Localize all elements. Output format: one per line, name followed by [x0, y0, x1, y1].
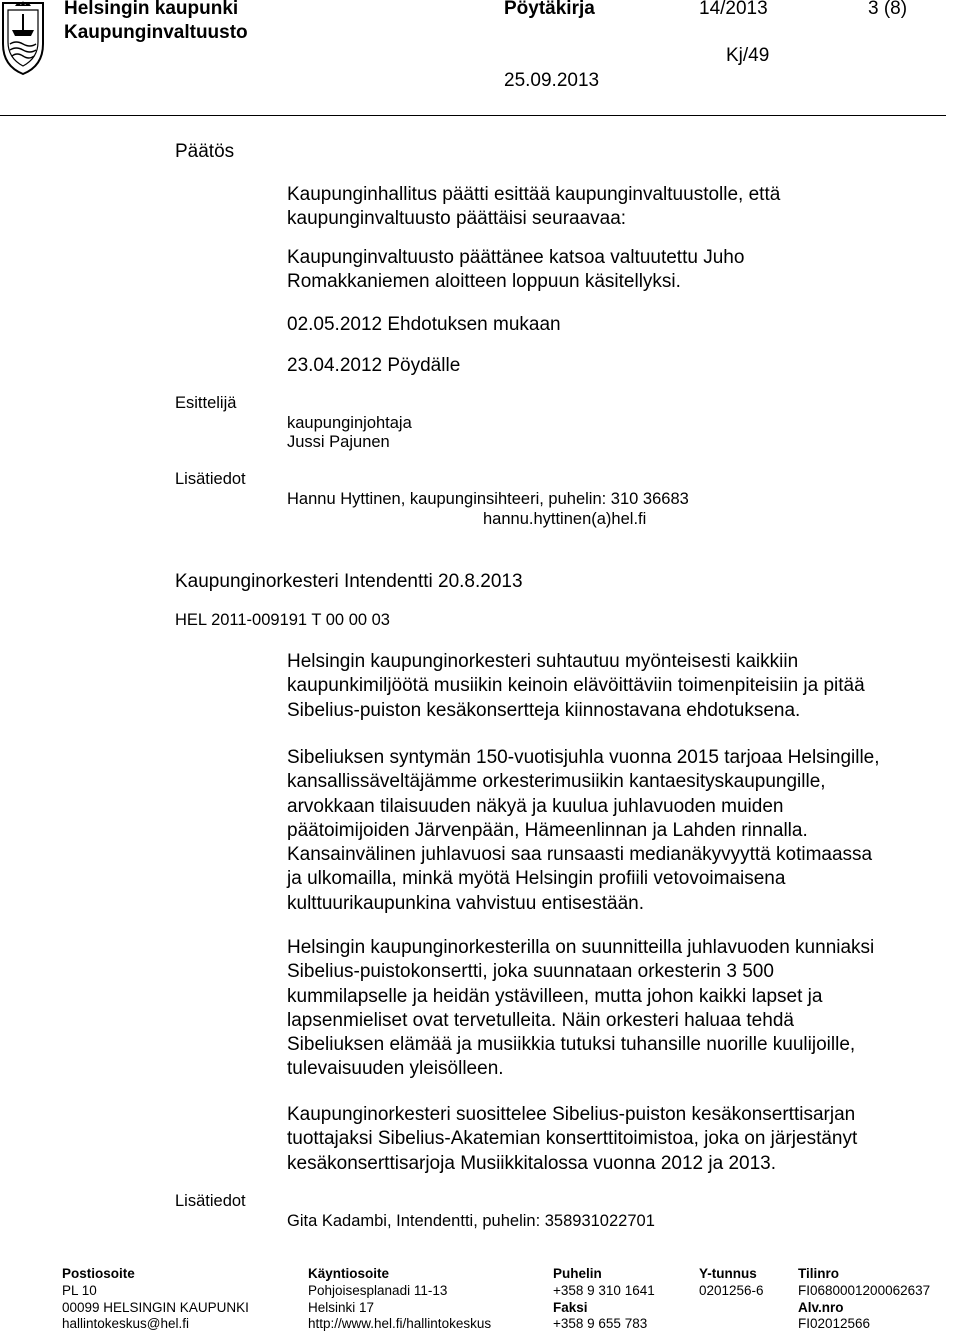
footer-label: Y-tunnus — [699, 1266, 757, 1281]
text-line: kaupunginvaltuusto päättäisi seuraavaa: — [287, 208, 627, 230]
presenter-name: Jussi Pajunen — [287, 433, 390, 451]
text-line: kesäkonserttisarjoja Musiikkitalossa vuonna 2012 ja 2013. — [287, 1152, 776, 1174]
presenter-label: Esittelijä — [175, 394, 237, 412]
text-line: Sibeliuksen elämää ja musiikkia tutuksi tuhansille nuorille kuulijoille, — [287, 1034, 856, 1056]
text-line: arvokkaan tilaisuuden näkyä ja kuulua juhlavuoden muiden — [287, 795, 784, 817]
footer-value: Pohjoisesplanadi 11-13 — [308, 1282, 448, 1298]
text-line: Kaupunginorkesteri suosittelee Sibelius-puiston kesäkonserttisarjan — [287, 1104, 856, 1125]
footer-label: Käyntiosoite — [308, 1266, 390, 1281]
footer-value: Helsinki 17 — [308, 1299, 375, 1315]
footer-label: Puhelin — [553, 1266, 602, 1281]
footer-value: +358 9 655 783 — [553, 1316, 648, 1332]
footer-visit — [308, 1266, 491, 1333]
text-line: kummilapselle ja heidän ystävilleen, mutta johon kaikki lapset ja — [287, 985, 823, 1007]
footer-value: FI02012566 — [798, 1316, 871, 1332]
case-reference: HEL 2011-009191 T 00 00 03 — [175, 611, 390, 629]
text-line: Kaupunginvaltuusto päättänee katsoa valtuutettu Juho — [287, 247, 745, 268]
text-line: Sibelius-puiston kesäkonsertteja kiinnostavana ehdotuksena. — [287, 699, 801, 721]
text-line: Sibeliuksen syntymän 150-vuotisjuhla vuonna 2015 tarjoaa Helsingille, — [287, 747, 880, 768]
footer-label: Alv.nro — [798, 1299, 844, 1315]
decision-paragraph-2 — [287, 246, 947, 295]
footer-value: FI0680001200062637 — [798, 1282, 931, 1298]
statement-info-label: Lisätiedot — [175, 1192, 246, 1210]
body-name: Kaupunginvaltuusto — [64, 22, 248, 43]
helsinki-crest-icon — [0, 0, 46, 76]
statement-heading: Kaupunginorkesteri Intendentti 20.8.2013 — [175, 571, 523, 592]
footer-value: 00099 HELSINGIN KAUPUNKI — [62, 1299, 249, 1315]
presenter-title: kaupunginjohtaja — [287, 414, 412, 432]
text-line: Sibelius-puistokonsertti, joka suunnataan orkesterin 3 500 — [287, 961, 774, 983]
info-contact: Hannu Hyttinen, kaupunginsihteeri, puhelin: 310 36683 — [287, 490, 689, 508]
footer-value: +358 9 310 1641 — [553, 1282, 655, 1298]
text-line: lapsenmieliset ovat tervetulleita. Näin orkesteri haluaa tehdä — [287, 1009, 794, 1031]
footer-phone — [553, 1266, 655, 1333]
statement-paragraph-3 — [287, 936, 947, 1082]
text-line: Romakkaniemen aloitteen loppuun käsitellyksi. — [287, 271, 681, 293]
info-label: Lisätiedot — [175, 470, 246, 488]
text-line: päätoimijoiden Järvenpään, Hämeenlinnan ja Lahden rinnalla. — [287, 819, 808, 841]
text-line: kansallissäveltäjämme orkesterimusiikin kantaesityskaupungille, — [287, 771, 826, 793]
text-line: tuottajaksi Sibelius-Akatemian konserttitoimistoa, joka on järjestänyt — [287, 1128, 858, 1150]
text-line: ja ulkomailla, minkä myötä Helsingin profiili vetovoimaisena — [287, 868, 786, 890]
statement-info-contact: Gita Kadambi, Intendentti, puhelin: 358931022701 — [287, 1212, 655, 1230]
footer-value: 0201256-6 — [699, 1282, 764, 1298]
footer-email-link[interactable]: hallintokeskus@hel.fi — [62, 1316, 190, 1332]
footer-label: Postiosoite — [62, 1266, 135, 1281]
text-line: Kansainvälinen juhlavuosi saa runsaasti medianäkyvyyttä kotimaassa — [287, 844, 873, 866]
text-line: Helsingin kaupunginorkesteri suhtautuu myönteisesti kaikkiin — [287, 651, 799, 672]
document-type: Pöytäkirja — [504, 0, 595, 19]
text-line: Helsingin kaupunginorkesterilla on suunnitteilla juhlavuoden kunniaksi — [287, 937, 875, 958]
footer-account — [798, 1266, 930, 1333]
statement-paragraph-4 — [287, 1103, 947, 1176]
decision-heading: Päätös — [175, 141, 235, 162]
footer-label: Faksi — [553, 1299, 588, 1315]
text-line: kulttuurikaupunkina vahvistuu entisestään. — [287, 892, 645, 914]
statement-paragraph-1 — [287, 650, 947, 723]
footer-label: Tilinro — [798, 1266, 840, 1281]
footer-ytunnus — [699, 1266, 764, 1300]
text-line: Kaupunginhallitus päätti esittää kaupunginvaltuustolle, että — [287, 184, 781, 205]
footer-value: PL 10 — [62, 1282, 97, 1298]
footer-postal — [62, 1266, 249, 1333]
decision-paragraph-1 — [287, 183, 947, 232]
document-number: 14/2013 — [699, 0, 768, 19]
text-line: tulevaisuuden yleisölleen. — [287, 1058, 504, 1080]
footer-website-link[interactable]: http://www.hel.fi/hallintokeskus — [308, 1316, 492, 1332]
text-line: kaupunkimiljöötä musiikin keinoin elävöittäviin toimenpiteisiin ja pitää — [287, 675, 865, 697]
page-number: 3 (8) — [868, 0, 908, 19]
case-id: Kj/49 — [726, 45, 770, 66]
history-entry: 02.05.2012 Ehdotuksen mukaan — [287, 314, 561, 335]
info-email: hannu.hyttinen(a)hel.fi — [483, 510, 647, 528]
meeting-date: 25.09.2013 — [504, 70, 600, 91]
history-entry: 23.04.2012 Pöydälle — [287, 355, 461, 376]
org-name: Helsingin kaupunki — [64, 0, 239, 19]
statement-paragraph-2 — [287, 746, 947, 916]
header-divider — [0, 115, 946, 116]
